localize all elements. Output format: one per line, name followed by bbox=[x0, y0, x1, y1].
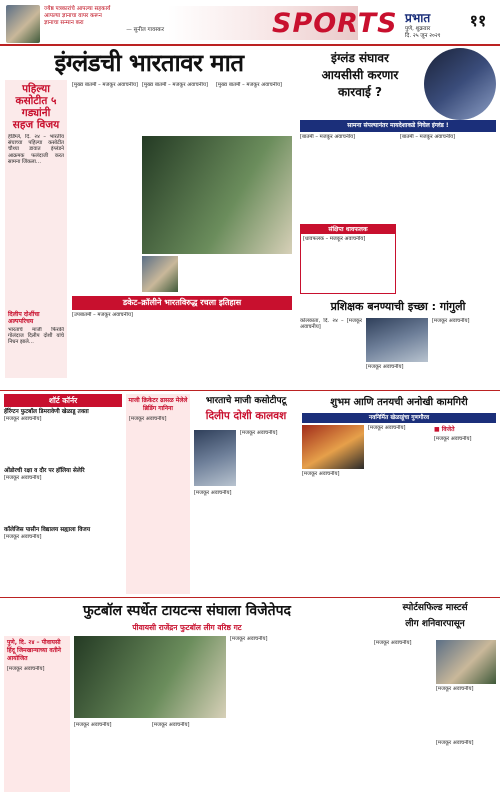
page-number: ११ bbox=[469, 11, 487, 30]
sidebar-kicker-line: सहज विजय bbox=[12, 119, 60, 131]
sportsfield-body-a: [मजकूर अवाचनीय] bbox=[374, 640, 412, 646]
sidebar-body-2: भारताचे माजी फिरकी गोलंदाज दिलीप दोशी यांचे निधन झाले… bbox=[8, 327, 64, 346]
sportsfield-headline bbox=[374, 600, 496, 636]
lead-body-col-2: [मुख्य बातमी – मजकूर अवाचनीय] bbox=[142, 82, 208, 88]
lead-headline: इंग्लंडची भारतावर मात bbox=[54, 49, 244, 77]
football-team-photo bbox=[74, 636, 226, 718]
football-body-b: [मजकूर अवाचनीय] bbox=[74, 722, 112, 728]
ganguly-body-b: [मजकूर अवाचनीय] bbox=[366, 364, 404, 370]
short-news-header bbox=[4, 394, 122, 407]
scorecard-title: संक्षिप्त धावफलक bbox=[301, 225, 395, 234]
lead-body-col-3: [मुख्य बातमी – मजकूर अवाचनीय] bbox=[216, 82, 282, 88]
doshi-headline-line: भारताचे माजी कसोटीपटू bbox=[205, 396, 287, 406]
england-headline bbox=[300, 50, 420, 116]
section-rule bbox=[0, 390, 500, 391]
shubman-body-b: [मजकूर अवाचनीय] bbox=[368, 425, 406, 431]
section-rule-2 bbox=[0, 597, 500, 598]
lead-sidebar bbox=[5, 80, 67, 378]
ganguly-body-c: [मजकूर अवाचनीय] bbox=[432, 318, 470, 324]
short-news-item-body: [मजकूर अवाचनीय] bbox=[4, 416, 42, 422]
shubman-body-a: [मजकूर अवाचनीय] bbox=[302, 471, 340, 477]
england-body-b: [बातमी – मजकूर अवाचनीय] bbox=[400, 134, 456, 140]
short-news-item-title: ओंडोरची रक्षा व दौर पर हॉलिया सेलेरि bbox=[4, 468, 85, 474]
england-caption-bar bbox=[300, 120, 496, 132]
quote-line: आपल्या ज्ञानाचा वापर करून bbox=[44, 13, 102, 19]
england-headline-line: इंग्लंड संघावर bbox=[331, 51, 389, 65]
doshi-column bbox=[126, 394, 190, 594]
football-headline: फुटबॉल स्पर्धेत टायटन्स संघाला विजेतेपद bbox=[83, 603, 291, 619]
sportsfield-photo bbox=[436, 640, 496, 684]
quote-line: ज्येष्ठ पत्रकारांचे आपल्या सहकार्य bbox=[44, 6, 111, 12]
sportsfield-headline-line: स्पोर्टसफिल्ड मास्टर्स bbox=[402, 603, 468, 613]
scorecard-box bbox=[300, 224, 396, 294]
quote-line: ज्ञानाचा सन्मान करा bbox=[44, 20, 84, 26]
lead-inset-photo bbox=[142, 256, 178, 292]
section-title: SPORTS bbox=[272, 8, 398, 39]
sidebar-kicker-line: कसोटीत ५ bbox=[15, 95, 57, 107]
ganguly-photo bbox=[366, 318, 428, 362]
sportsfield-body-b: [मजकूर अवाचनीय] bbox=[436, 686, 474, 692]
shubman-body-c: [मजकूर अवाचनीय] bbox=[434, 436, 472, 442]
sportsfield-body-c: [मजकूर अवाचनीय] bbox=[436, 740, 474, 746]
sportsfield-headline-line: लीग शनिवारपासून bbox=[405, 619, 465, 629]
scorecard-body: [धावफलक – मजकूर अवाचनीय] bbox=[303, 236, 366, 242]
england-photo bbox=[424, 48, 496, 120]
shubman-strap bbox=[302, 413, 496, 423]
shubman-strap-text: नवनिर्मित खेळाडूंचा गुणगौरव bbox=[368, 415, 430, 421]
football-kicker: पुणे, दि. २४ – पीवायसी हिंदू जिमखान्याच्या वतीने आयोजित bbox=[7, 639, 62, 662]
masthead-rule bbox=[0, 44, 500, 46]
short-news-item-body: [मजकूर अवाचनीय] bbox=[4, 534, 42, 540]
short-news-list bbox=[4, 409, 122, 593]
subhead-bar-text: डकेट–क्रॉलीने भारतविरुद्ध रचला इतिहास bbox=[122, 298, 242, 307]
quote-author: — सुनील गावस्कर bbox=[126, 27, 164, 33]
doshi-column-header: माजी क्रिकेटर ढासळ मेलेले ब्रिडिंग गानिना bbox=[128, 397, 188, 412]
short-news-item-title: कॉलेजिस पासीन विद्यालय सह्याला विजय bbox=[4, 527, 91, 533]
ganguly-headline: प्रशिक्षक बनण्याची इच्छा : गांगुली bbox=[330, 300, 466, 313]
england-body-a: [बातमी – मजकूर अवाचनीय] bbox=[300, 134, 356, 140]
sidebar-kicker-line: पहिल्या bbox=[22, 83, 50, 95]
quote-box bbox=[44, 6, 164, 42]
sidebar-kicker-line: गड्यांनी bbox=[21, 107, 51, 119]
issue-date: दि. २५ जून २०२१ bbox=[405, 33, 441, 39]
football-body-a: [मजकूर अवाचनीय] bbox=[7, 666, 45, 672]
england-headline-line: कारवाई ? bbox=[337, 85, 383, 99]
short-news-item-body: [मजकूर अवाचनीय] bbox=[4, 475, 42, 481]
short-news-item-title: हॅरिंग्टन फुटबॉल डिमरावेणी खेळाडू तक्ता bbox=[4, 409, 89, 415]
doshi-photo bbox=[194, 430, 236, 486]
short-news-title: शॉर्ट कॉर्नर bbox=[48, 396, 78, 405]
brand-name: प्रभात bbox=[405, 11, 431, 25]
lead-photo bbox=[142, 136, 292, 254]
subhead-bar bbox=[72, 296, 292, 310]
doshi-body-a: [मजकूर अवाचनीय] bbox=[240, 430, 278, 436]
football-kicker-box bbox=[4, 636, 70, 792]
england-caption: सामना संपल्यानंतर मायदेशाकडे निघेल इंग्लंड ! bbox=[347, 122, 449, 129]
england-headline-line: आयसीसी करणार bbox=[321, 68, 399, 82]
brand-sub: पुणे, शुक्रवार bbox=[405, 26, 431, 32]
doshi-body-b: [मजकूर अवाचनीय] bbox=[194, 490, 232, 496]
quote-author-photo bbox=[6, 5, 40, 43]
sidebar-body: हेडिंग्ले, दि. २४ – भारतीय संघाच्या पहिल्या कसोटीत चौथ्या डावात इंग्लंडने आक्रमक फलंदाजी करत सामना जिंकला… bbox=[8, 134, 64, 165]
doshi-headline bbox=[194, 394, 298, 426]
sidebar-subhead: दिलीप दोशींचा अल्पपरिचय bbox=[8, 311, 40, 325]
subhead-body: [उपबातमी – मजकूर अवाचनीय] bbox=[72, 312, 133, 318]
shubman-headline: शुभम आणि तनयची अनोखी कामगिरी bbox=[330, 397, 468, 408]
football-subhead: पीवायसी राजेंद्रन फुटबॉल लीग वरिष्ठ गट bbox=[132, 623, 242, 632]
ganguly-body-a: कोलकाता, दि. २४ – [मजकूर अवाचनीय] bbox=[300, 318, 362, 331]
doshi-headline-line: दिलीप दोशी कालवश bbox=[205, 410, 287, 422]
shubman-photo bbox=[302, 425, 364, 469]
shubman-result-label: ■ विजेते bbox=[434, 426, 455, 433]
football-body-c: [मजकूर अवाचनीय] bbox=[152, 722, 190, 728]
football-body-d: [मजकूर अवाचनीय] bbox=[230, 636, 268, 642]
doshi-column-body: [मजकूर अवाचनीय] bbox=[129, 416, 167, 422]
lead-body-col-1: [मुख्य बातमी – मजकूर अवाचनीय] bbox=[72, 82, 138, 88]
